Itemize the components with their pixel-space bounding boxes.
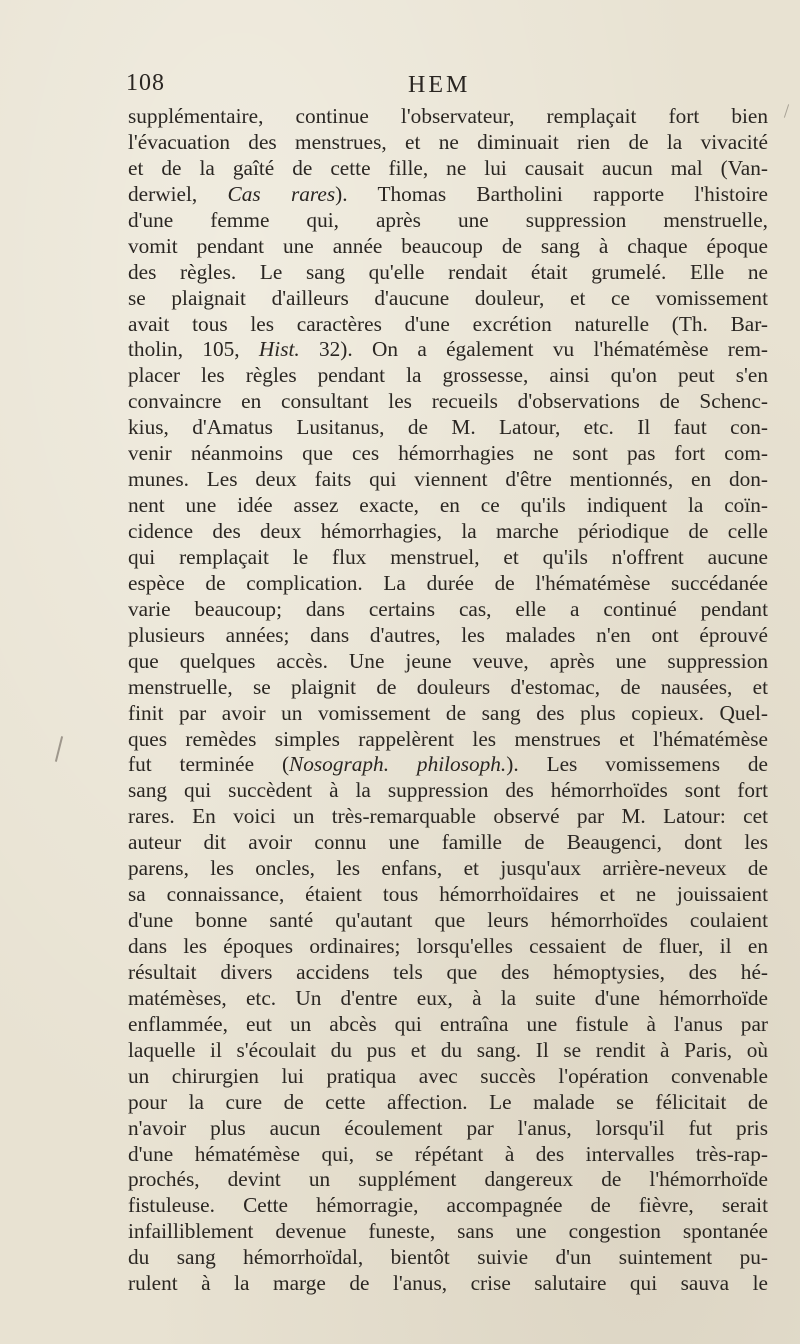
text-line: convaincre en consultant les recueils d'observations de Schenc- (128, 389, 768, 414)
margin-pencil-mark (784, 104, 789, 118)
text-line: sang qui succèdent à la suppression des hémorrhoïdes sont fort (128, 778, 768, 803)
italic-citation: Nosograph. philosoph. (289, 752, 507, 777)
text-line: un chirurgien lui pratiqua avec succès l'opération convenable (128, 1063, 768, 1088)
text-line: varie beaucoup; dans certains cas, elle a continué pendant (128, 596, 768, 621)
italic-citation: Cas rares (227, 181, 336, 206)
text-line: placer les règles pendant la grossesse, ainsi qu'on peut s'en (128, 363, 768, 388)
text-line: venir néanmoins que ces hémorrhagies ne sont pas fort com- (128, 441, 768, 466)
text-line: matémèses, etc. Un d'entre eux, à la suite d'une hémorrhoïde (128, 985, 768, 1010)
text-line: kius, d'Amatus Lusitanus, de M. Latour, etc. Il faut con- (128, 415, 768, 440)
body-text (128, 104, 768, 1297)
text-line: du sang hémorrhoïdal, bientôt suivie d'un suintement pu- (128, 1245, 768, 1270)
text-line: d'une bonne santé qu'autant que leurs hémorrhoïdes coulaient (128, 908, 768, 933)
text-line: supplémentaire, continue l'observateur, remplaçait fort bien (128, 104, 768, 128)
page-number: 108 (126, 70, 165, 96)
text-line: prochés, devint un supplément dangereux de l'hémorrhoïde (128, 1167, 768, 1192)
text-line: plusieurs années; dans d'autres, les malades n'en ont éprouvé (128, 622, 768, 647)
text-line: résultait divers accidens tels que des hémoptysies, des hé- (128, 959, 768, 984)
text-line: qui remplaçait le flux menstruel, et qu'ils n'offrent aucune (128, 544, 768, 569)
text-line: dans les époques ordinaires; lorsqu'elles cessaient de fluer, il en (128, 934, 768, 958)
text-line: espèce de complication. La durée de l'hématémèse succédanée (128, 570, 768, 595)
margin-pencil-mark (55, 736, 63, 762)
text-line: cidence des deux hémorrhagies, la marche périodique de celle (128, 519, 768, 543)
text-line: fut terminée (Nosograph. philosoph.). Les vomissemens de (128, 752, 768, 777)
text-line: vomit pendant une année beaucoup de sang à chaque époque (128, 233, 768, 258)
text-line: l'évacuation des menstrues, et ne diminuait rien de la vivacité (128, 129, 768, 154)
text-line: finit par avoir un vomissement de sang des plus copieux. Quel- (128, 700, 768, 725)
text-line: des règles. Le sang qu'elle rendait était grumelé. Elle ne (128, 259, 768, 284)
text-line: n'avoir plus aucun écoulement par l'anus, lorsqu'il fut pris (128, 1115, 768, 1140)
text-line: munes. Les deux faits qui viennent d'être mentionnés, en don- (128, 467, 768, 492)
text-line: laquelle il s'écoulait du pus et du sang. Il se rendit à Paris, où (128, 1037, 768, 1062)
text-line: enflammée, eut un abcès qui entraîna une fistule à l'anus par (128, 1011, 768, 1036)
text-line: auteur dit avoir connu une famille de Beaugenci, dont les (128, 830, 768, 855)
text-line: fistuleuse. Cette hémorragie, accompagnée de fièvre, serait (128, 1193, 768, 1218)
text-line: derwiel, Cas rares). Thomas Bartholini rapporte l'histoire (128, 181, 768, 206)
text-line: avait tous les caractères d'une excrétion naturelle (Th. Bar- (128, 311, 768, 336)
text-line: ques remèdes simples rappelèrent les menstrues et l'hématémèse (128, 726, 768, 751)
text-line: rulent à la marge de l'anus, crise salutaire qui sauva le (128, 1271, 768, 1296)
text-line: que quelques accès. Une jeune veuve, après une suppression (128, 648, 768, 673)
page-header (126, 70, 766, 104)
running-head: HEM (408, 72, 471, 98)
text-line: infailliblement devenue funeste, sans une congestion spontanée (128, 1219, 768, 1244)
text-line: menstruelle, se plaignit de douleurs d'estomac, de nausées, et (128, 674, 768, 699)
text-line: se plaignait d'ailleurs d'aucune douleur, et ce vomissement (128, 285, 768, 310)
text-line: d'une hématémèse qui, se répétant à des intervalles très-rap- (128, 1141, 768, 1166)
text-line: parens, les oncles, les enfans, et jusqu'aux arrière-neveux de (128, 856, 768, 881)
text-line: pour la cure de cette affection. Le malade se félicitait de (128, 1089, 768, 1114)
text-line: tholin, 105, Hist. 32). On a également vu l'hématémèse rem- (128, 337, 768, 362)
text-line: nent une idée assez exacte, en ce qu'ils indiquent la coïn- (128, 493, 768, 518)
text-line: sa connaissance, étaient tous hémorrhoïdaires et ne jouissaient (128, 882, 768, 907)
italic-citation: Hist. (258, 337, 300, 362)
text-line: rares. En voici un très-remarquable observé par M. Latour: cet (128, 804, 768, 829)
text-line: et de la gaîté de cette fille, ne lui causait aucun mal (Van- (128, 155, 768, 180)
text-line: d'une femme qui, après une suppression menstruelle, (128, 207, 768, 232)
